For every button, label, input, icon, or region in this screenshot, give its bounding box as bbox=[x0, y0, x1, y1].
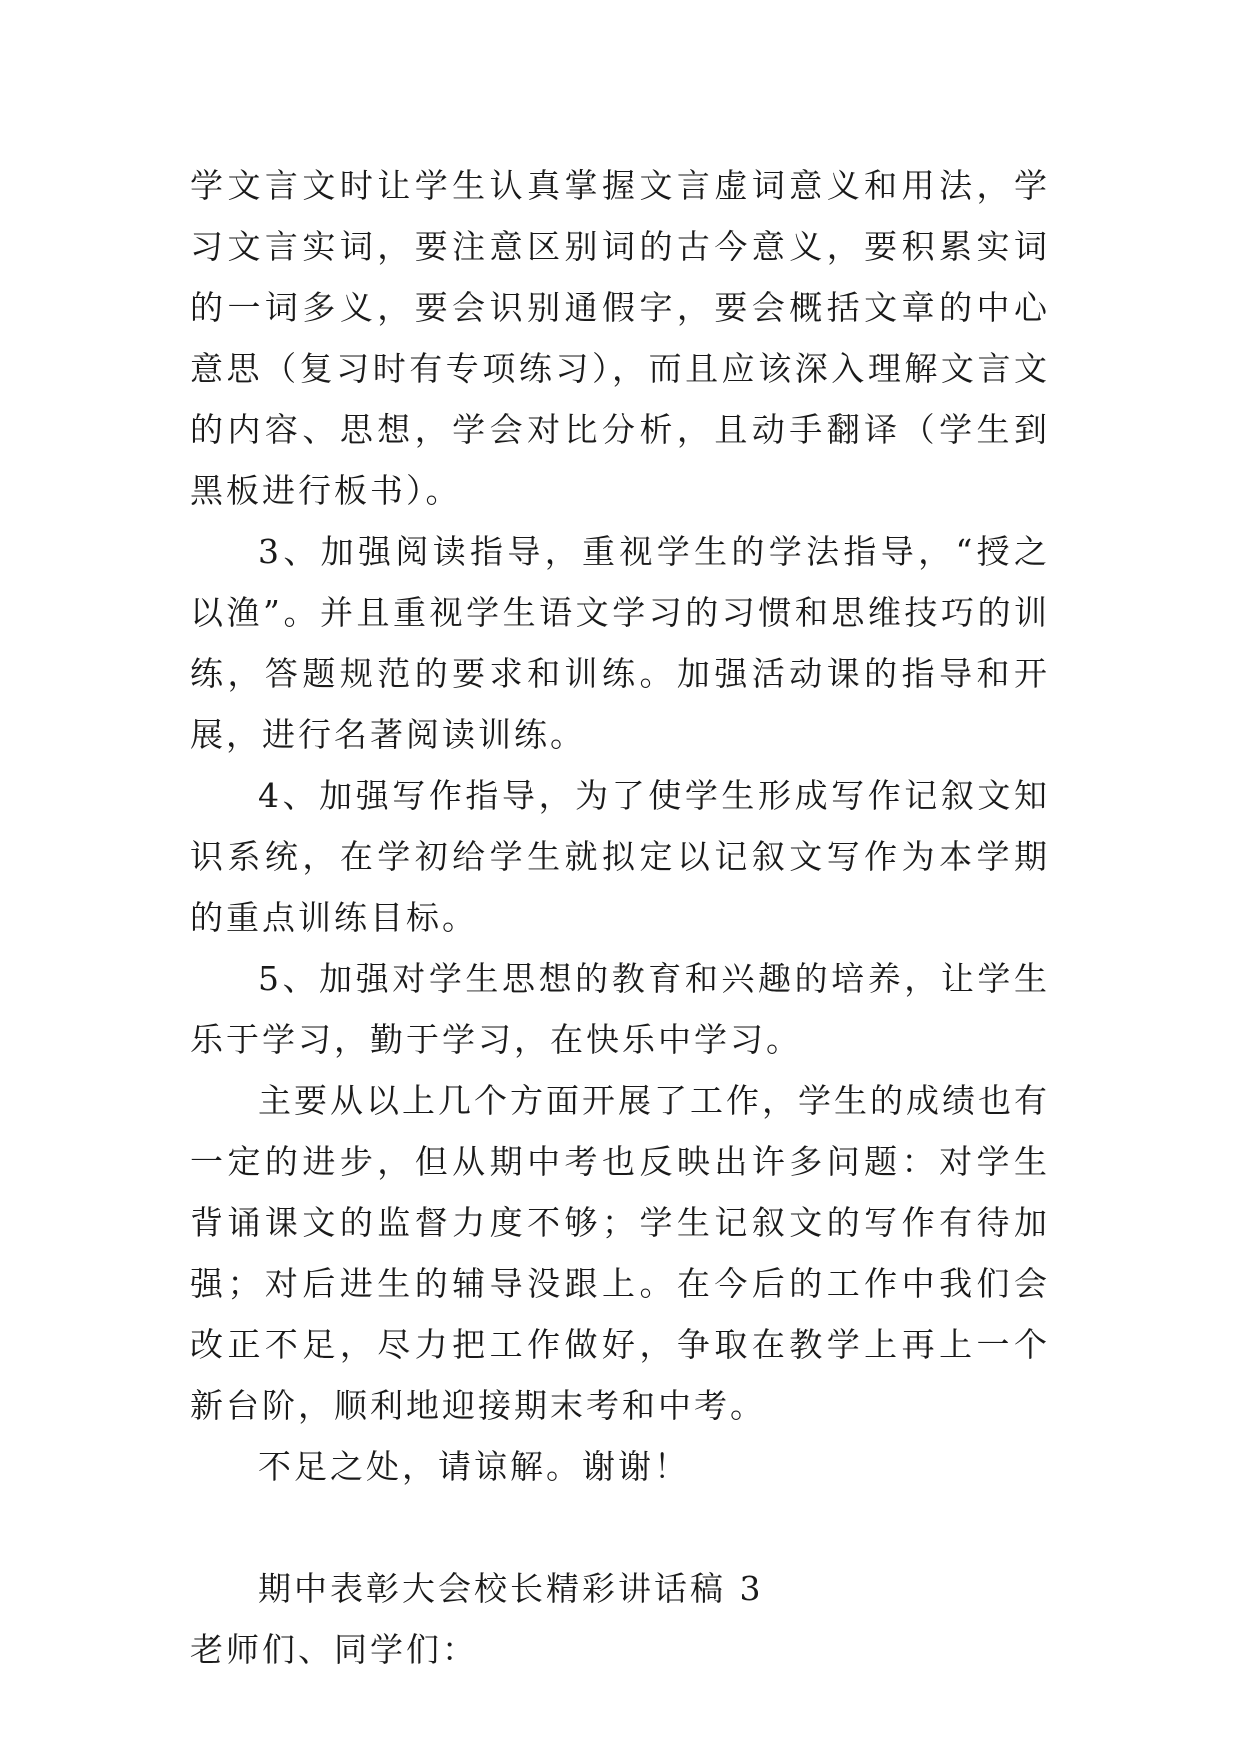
paragraph-3: 4、加强写作指导，为了使学生形成写作记叙文知识系统，在学初给学生就拟定以记叙文写作为本学期的重点训练目标。 bbox=[190, 776, 1050, 937]
paragraph-6: 不足之处，请谅解。谢谢！ bbox=[258, 1447, 690, 1486]
paragraph-2: 3、加强阅读指导，重视学生的学法指导，“授之以渔”。并且重视学生语文学习的习惯和思维技巧的训练，答题规范的要求和训练。加强活动课的指导和开展，进行名著阅读训练。 bbox=[190, 532, 1050, 754]
document-body bbox=[190, 155, 1050, 1680]
paragraph-5: 主要从以上几个方面开展了工作，学生的成绩也有一定的进步，但从期中考也反映出许多问题：对学生背诵课文的监督力度不够；学生记叙文的写作有待加强；对后进生的辅导没跟上。在今后的工作中我们会改正不足，尽力把工作做好，争取在教学上再上一个新台阶，顺利地迎接期末考和中考。 bbox=[190, 1081, 1050, 1425]
salutation: 老师们、同学们： bbox=[190, 1630, 478, 1669]
section-spacer bbox=[190, 1497, 1050, 1558]
section-title: 期中表彰大会校长精彩讲话稿 3 bbox=[258, 1569, 764, 1608]
paragraph-1: 学文言文时让学生认真掌握文言虚词意义和用法，学习文言实词，要注意区别词的古今意义，要积累实词的一词多义，要会识别通假字，要会概括文章的中心意思（复习时有专项练习），而且应该深入理解文言文的内容、思想，学会对比分析，且动手翻译（学生到黑板进行板书）。 bbox=[190, 166, 1050, 510]
paragraph-4: 5、加强对学生思想的教育和兴趣的培养，让学生乐于学习，勤于学习，在快乐中学习。 bbox=[190, 959, 1050, 1059]
